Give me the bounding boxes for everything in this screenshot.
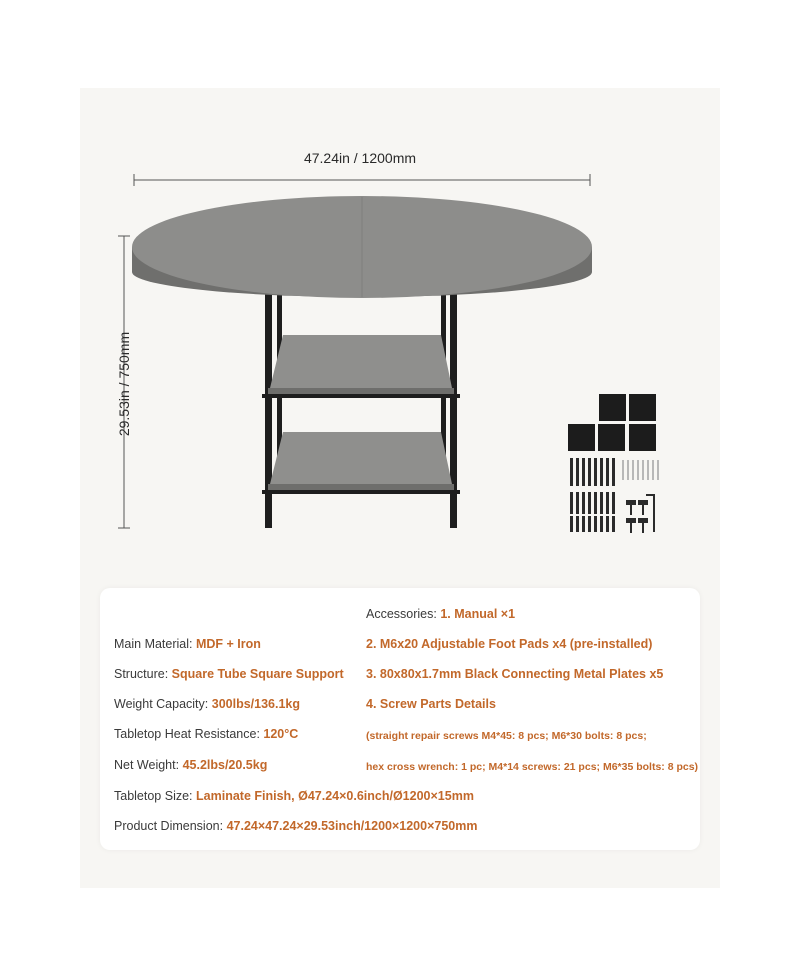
accessories-label: Accessories: [366, 607, 437, 621]
spec-value: 47.24×47.24×29.53inch/1200×1200×750mm [226, 819, 478, 833]
table-shelves [262, 335, 460, 494]
spec-row-tabletop-size [114, 789, 474, 803]
spec-row-product-dimension [114, 819, 477, 833]
height-dimension-label: 29.53in / 750mm [116, 331, 132, 437]
accessory-item: 4. Screw Parts Details [366, 697, 496, 711]
screw-details-line: (straight repair screws M4*45: 8 pcs; M6*30 bolts: 8 pcs; [366, 730, 647, 742]
height-dimension-wrapper [104, 244, 144, 528]
tabletop [132, 196, 592, 298]
accessory-item: 3. 80x80x1.7mm Black Connecting Metal Plates x5 [366, 667, 664, 681]
accessory-item: 1. Manual ×1 [440, 607, 516, 621]
spec-label: Structure: [114, 667, 169, 681]
spec-value: MDF + Iron [195, 637, 261, 651]
width-dimension-line [134, 174, 590, 186]
spec-row-material [114, 637, 261, 651]
accessory-item-row [366, 637, 652, 651]
accessory-item-row [366, 667, 663, 681]
accessory-item-row [366, 697, 496, 711]
accessory-kit-image [568, 394, 659, 533]
spec-label: Product Dimension: [114, 819, 224, 833]
spec-label: Net Weight: [114, 758, 180, 772]
width-dimension-label: 47.24in / 1200mm [303, 150, 417, 166]
spec-label: Tabletop Heat Resistance: [114, 727, 260, 741]
spec-row-weight-capacity [114, 697, 300, 711]
spec-value: 300lbs/136.1kg [211, 697, 301, 711]
spec-card [100, 588, 700, 850]
spec-row-heat-resistance [114, 727, 298, 741]
spec-row-structure [114, 667, 344, 681]
spec-value: 45.2lbs/20.5kg [182, 758, 268, 772]
spec-label: Weight Capacity: [114, 697, 209, 711]
spec-row-net-weight [114, 758, 267, 772]
accessories-row [366, 607, 515, 621]
spec-value: 120°C [263, 727, 299, 741]
spec-value: Laminate Finish, Ø47.24×0.6inch/Ø1200×15mm [196, 789, 474, 803]
spec-label: Tabletop Size: [114, 789, 193, 803]
accessory-item: 2. M6x20 Adjustable Foot Pads x4 (pre-installed) [366, 637, 653, 651]
spec-value: Square Tube Square Support [171, 667, 344, 681]
screw-details-line: hex cross wrench: 1 pc; M4*14 screws: 21 pcs; M6*35 bolts: 8 pcs) [366, 761, 699, 773]
spec-label: Main Material: [114, 637, 193, 651]
